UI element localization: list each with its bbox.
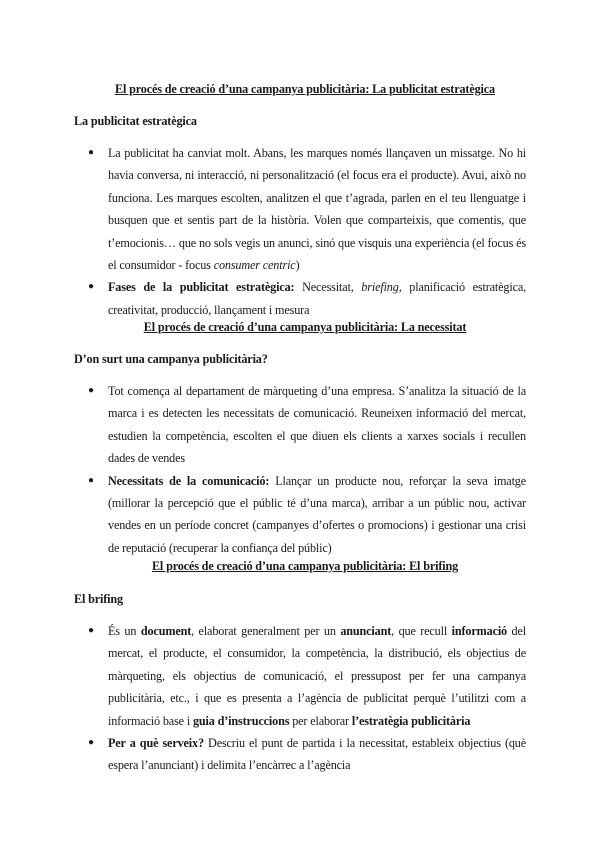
bullet-icon: ● <box>88 474 94 486</box>
list-item: ● Necessitats de la comunicació: Llançar un producte nou, reforçar la seva imatge (millorar la percepció que el públic té d’una marca), arribar a un públic nou, activar vendes en un període concret (campanyes d’ofertes o promocions) i gestionar una crisi de reputació (recuperar la confiança del públic) <box>74 470 526 560</box>
subheading-strategic-advertising: La publicitat estratègica <box>74 114 197 128</box>
bullet-icon: ● <box>88 147 94 158</box>
bullet-icon: ● <box>88 737 94 749</box>
bullet-icon: ● <box>88 281 94 293</box>
list-item: ● Per a què serveix? Descriu el punt de partida i la necessitat, estableix objectius (què espera l’anunciant) i delimita l’encàrrec a l’agència <box>74 732 526 777</box>
section-title-brifing: El procés de creació d’una campanya publicitària: El brifing <box>151 559 459 573</box>
bullet-icon: ● <box>88 625 94 636</box>
bullet-list-need <box>74 380 526 559</box>
section-title-strategic-advertising: El procés de creació d’una campanya publicitària: La publicitat estratègica <box>115 82 495 96</box>
bullet-list-strategic-advertising <box>74 142 526 321</box>
list-item: ● La publicitat ha canviat molt. Abans, les marques només llançaven un missatge. No hi havia conversa, ni interacció, ni personalització (el focus era el producte). Avui, això no funciona. Les marques escolten, analitzen el que t’agrada, parlen en el teu llenguatge i busquen que et sentis part de la història. Volen que comparteixis, que comentis, que t’emocionis… que no sols vegis un anunci, sinó que visquis una experiència (el focus és el consumidor - focus consumer centric) <box>74 142 526 276</box>
subheading-brifing: El brifing <box>74 592 123 606</box>
list-item: ● Fases de la publicitat estratègica: Necessitat, briefing, planificació estratègica, creativitat, producció, llançament i mesura <box>74 276 526 321</box>
section-title-need: El procés de creació d’una campanya publicitària: La necessitat <box>143 320 467 334</box>
bullet-list-brifing <box>74 620 526 777</box>
list-item: ● És un document, elaborat generalment per un anunciant, que recull informació del mercat, el producte, el consumidor, la competència, la distribució, els objectius de màrqueting, els objectius de comunicació, el pressupost per fer una campanya publicitària, etc., i que es presenta a l’agència de publicitat perquè l’utilitzi com a informació base i guia d’instruccions per elaborar l’estratègia publicitària <box>74 620 526 732</box>
bullet-icon: ● <box>88 385 94 396</box>
list-item: ● Tot comença al departament de màrqueting d’una empresa. S’analitza la situació de la marca i es detecten les necessitats de comunicació. Reuneixen informació del mercat, estudien la competència, escolten el que diuen els clients a xarxes socials i recullen dades de vendes <box>74 380 526 470</box>
subheading-origin: D’on surt una campanya publicitària? <box>74 352 268 366</box>
